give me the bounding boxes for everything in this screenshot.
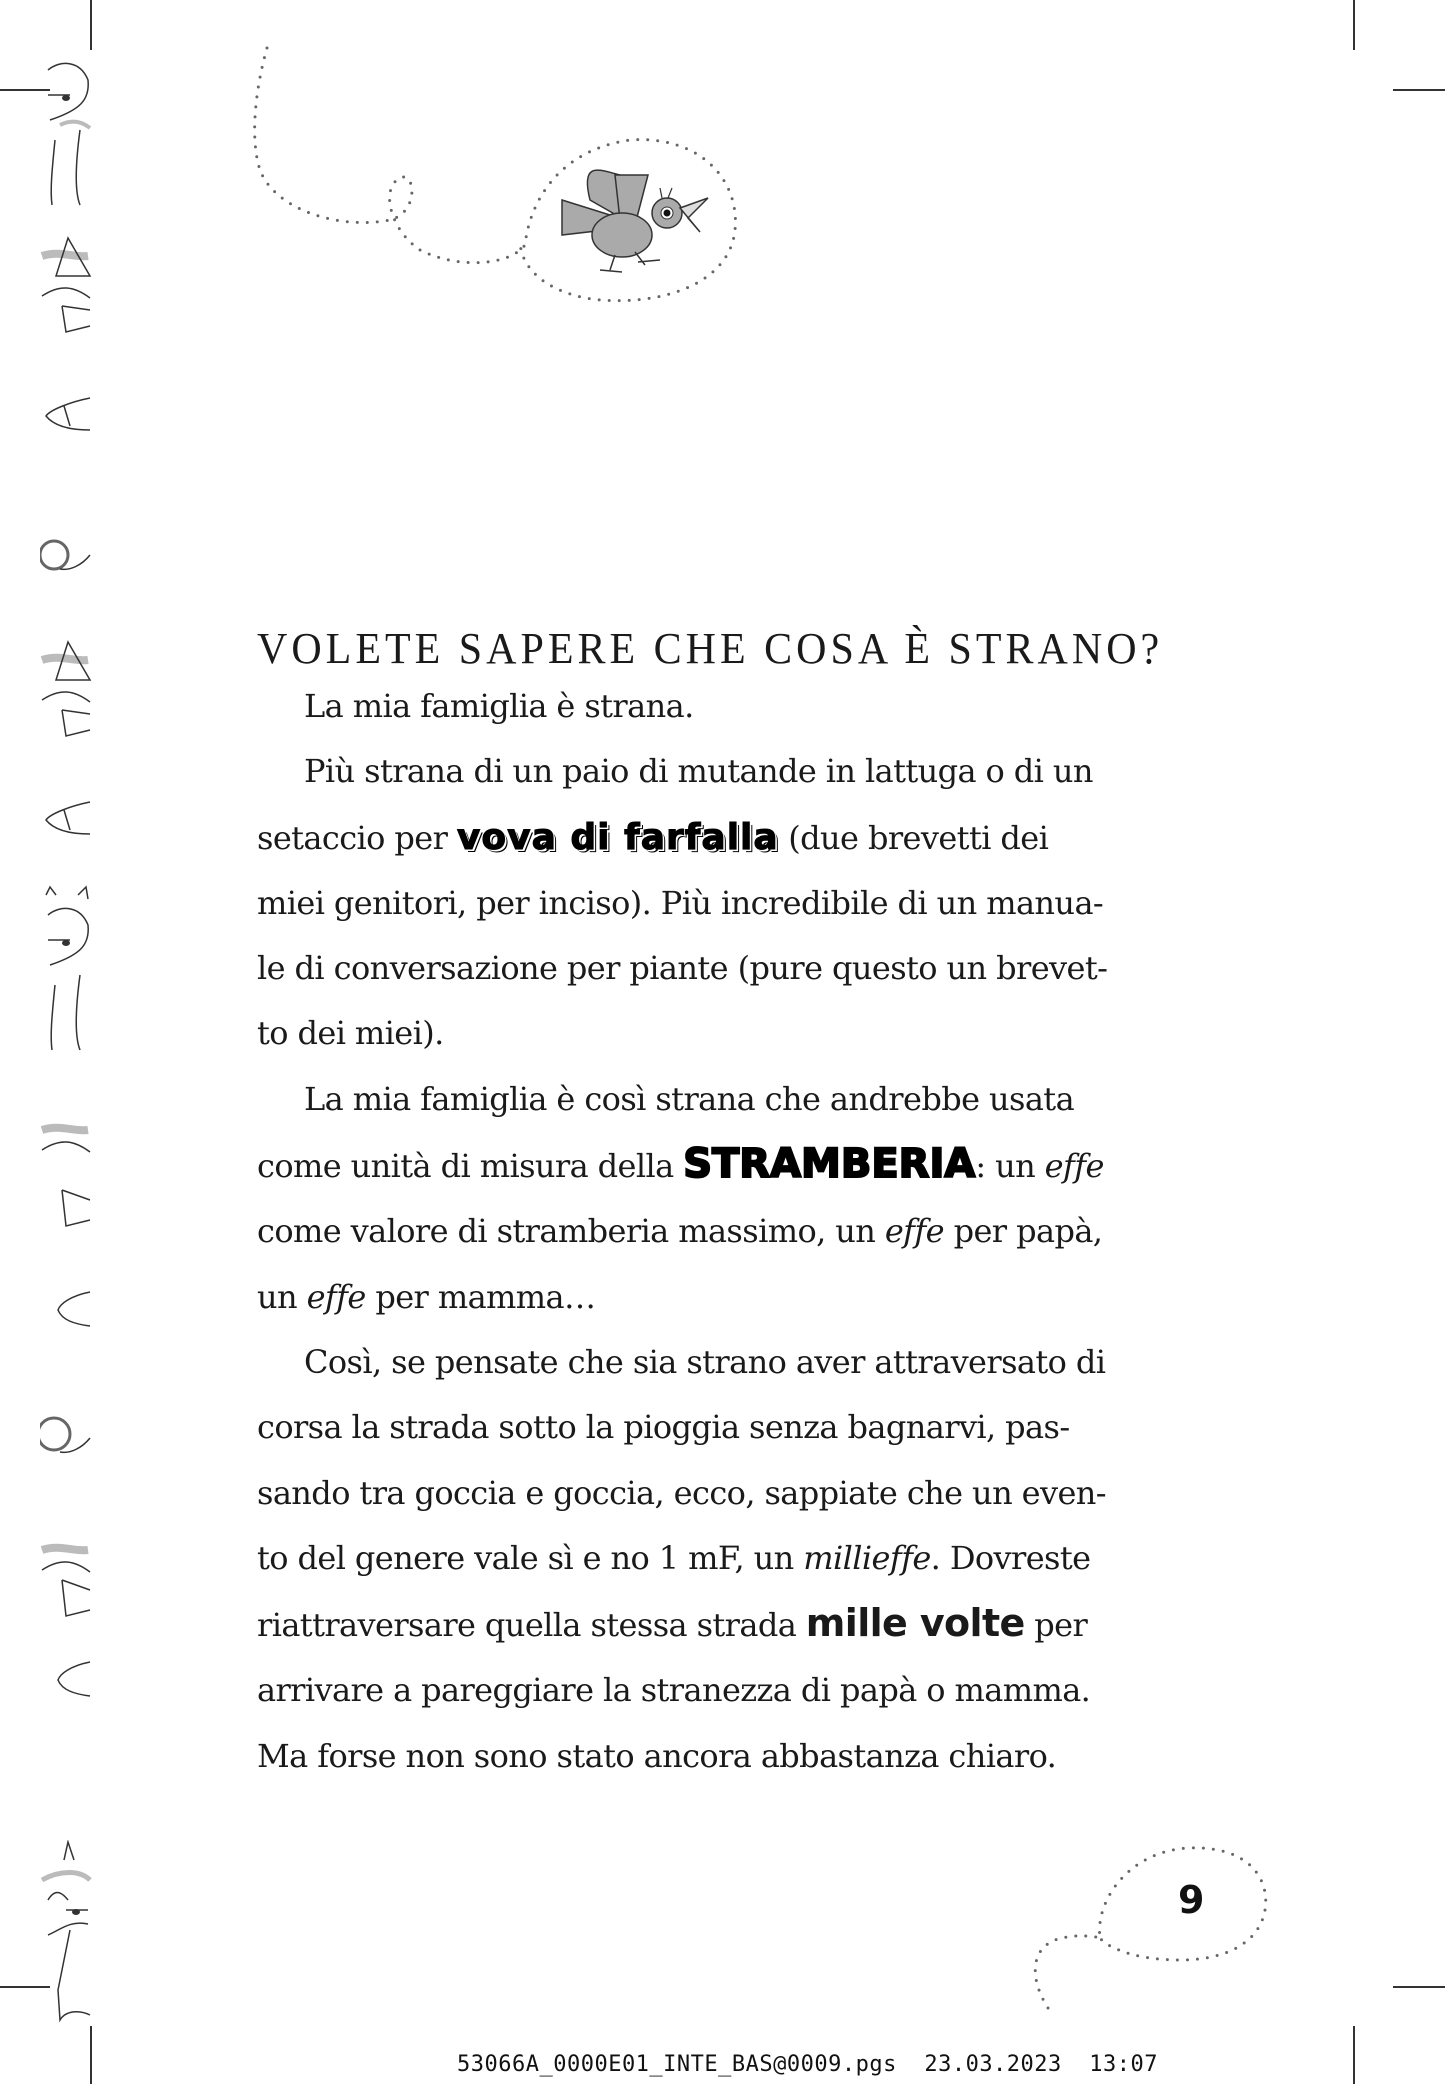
text-span: per mamma… — [365, 1277, 596, 1316]
text-span: per — [1024, 1606, 1088, 1645]
text-line: corsa la strada sotto la pioggia senza bagnarvi, pas- — [257, 1408, 1070, 1447]
text-line: sando tra goccia e goccia, ecco, sappiate che un even- — [257, 1473, 1107, 1512]
snail-icon — [40, 535, 92, 575]
text-span: riattraversare quella stessa strada — [257, 1606, 806, 1645]
fish-icon — [40, 1290, 92, 1330]
fish-icon — [40, 800, 92, 840]
text-span: per papà, — [944, 1212, 1103, 1251]
text-line — [257, 1526, 1209, 1591]
decorative-word-vova-di-farfalla: vova di farfalla — [456, 816, 779, 858]
crop-mark — [1393, 89, 1445, 91]
text-span: . Dovreste — [930, 1538, 1091, 1577]
text-span: un — [257, 1277, 307, 1316]
text-line — [257, 1265, 1209, 1330]
cat-face-icon — [40, 1840, 92, 2040]
page-number-loop — [1020, 1820, 1320, 2020]
text-line — [257, 805, 1209, 871]
fish-icon — [40, 396, 92, 436]
text-line: arrivare a pareggiare la stranezza di papà o mamma. — [257, 1671, 1091, 1710]
bird-tail-icon — [40, 1520, 92, 1620]
cat-face-icon — [40, 885, 92, 1055]
text-span: to del genere vale sì e no 1 mF, un — [257, 1538, 804, 1577]
text-line: to dei miei). — [257, 1014, 444, 1053]
text-line: La mia famiglia è strana. — [304, 687, 694, 725]
decorative-word-stramberia: STRAMBERIA — [683, 1141, 976, 1188]
crop-mark — [1393, 1986, 1445, 1988]
text-line — [257, 1591, 1209, 1658]
text-line — [257, 1132, 1209, 1199]
italic-word: effe — [306, 1277, 366, 1316]
text-span: setaccio per — [257, 818, 457, 857]
fish-icon — [40, 1660, 92, 1700]
snail-icon — [40, 1410, 92, 1460]
crop-mark — [1353, 0, 1355, 50]
bird-illustration — [230, 30, 750, 330]
text-line: La mia famiglia è così strana che andrebbe usata — [304, 1079, 1075, 1118]
left-border-illustrations — [40, 0, 92, 2084]
text-span: come valore di stramberia massimo, un — [257, 1212, 885, 1251]
text-line: Così, se pensate che sia strano aver attraversato di — [304, 1342, 1106, 1381]
italic-word: effe — [884, 1212, 945, 1251]
chapter-heading: VOLETE SAPERE CHE COSA È STRANO? — [257, 625, 1164, 674]
page-number: 9 — [1178, 1878, 1205, 1922]
bird-icon — [562, 170, 708, 272]
italic-word: millieffe — [803, 1538, 931, 1577]
text-line — [257, 1199, 1209, 1264]
bird-tail-icon — [40, 236, 92, 336]
bird-tail-icon — [40, 640, 92, 740]
text-span: : un — [975, 1147, 1045, 1186]
paragraph-1 — [257, 674, 1209, 739]
text-line: Ma forse non sono stato ancora abbastanza chiaro. — [257, 1736, 1057, 1775]
cat-face-icon — [40, 40, 92, 210]
italic-word: effe — [1044, 1147, 1104, 1186]
bird-tail-icon — [40, 1090, 92, 1230]
paragraph-4 — [257, 1330, 1209, 1789]
text-span: come unità di misura della — [257, 1147, 684, 1186]
text-line: Più strana di un paio di mutande in lattuga o di un — [304, 752, 1093, 791]
crop-mark — [1353, 2026, 1355, 2084]
text-line: le di conversazione per piante (pure questo un brevet- — [257, 949, 1108, 988]
chapter-body — [257, 622, 1209, 1789]
text-span: (due brevetti dei — [778, 818, 1049, 857]
decorative-word-mille-volte: mille volte — [805, 1601, 1025, 1646]
paragraph-3 — [257, 1067, 1209, 1330]
print-slug: 53066A_0000E01_INTE_BAS@0009.pgs 23.03.2023 13:07 — [457, 2052, 1159, 2077]
paragraph-2 — [257, 739, 1209, 1066]
text-line: miei genitori, per inciso). Più incredibile di un manua- — [257, 883, 1104, 922]
